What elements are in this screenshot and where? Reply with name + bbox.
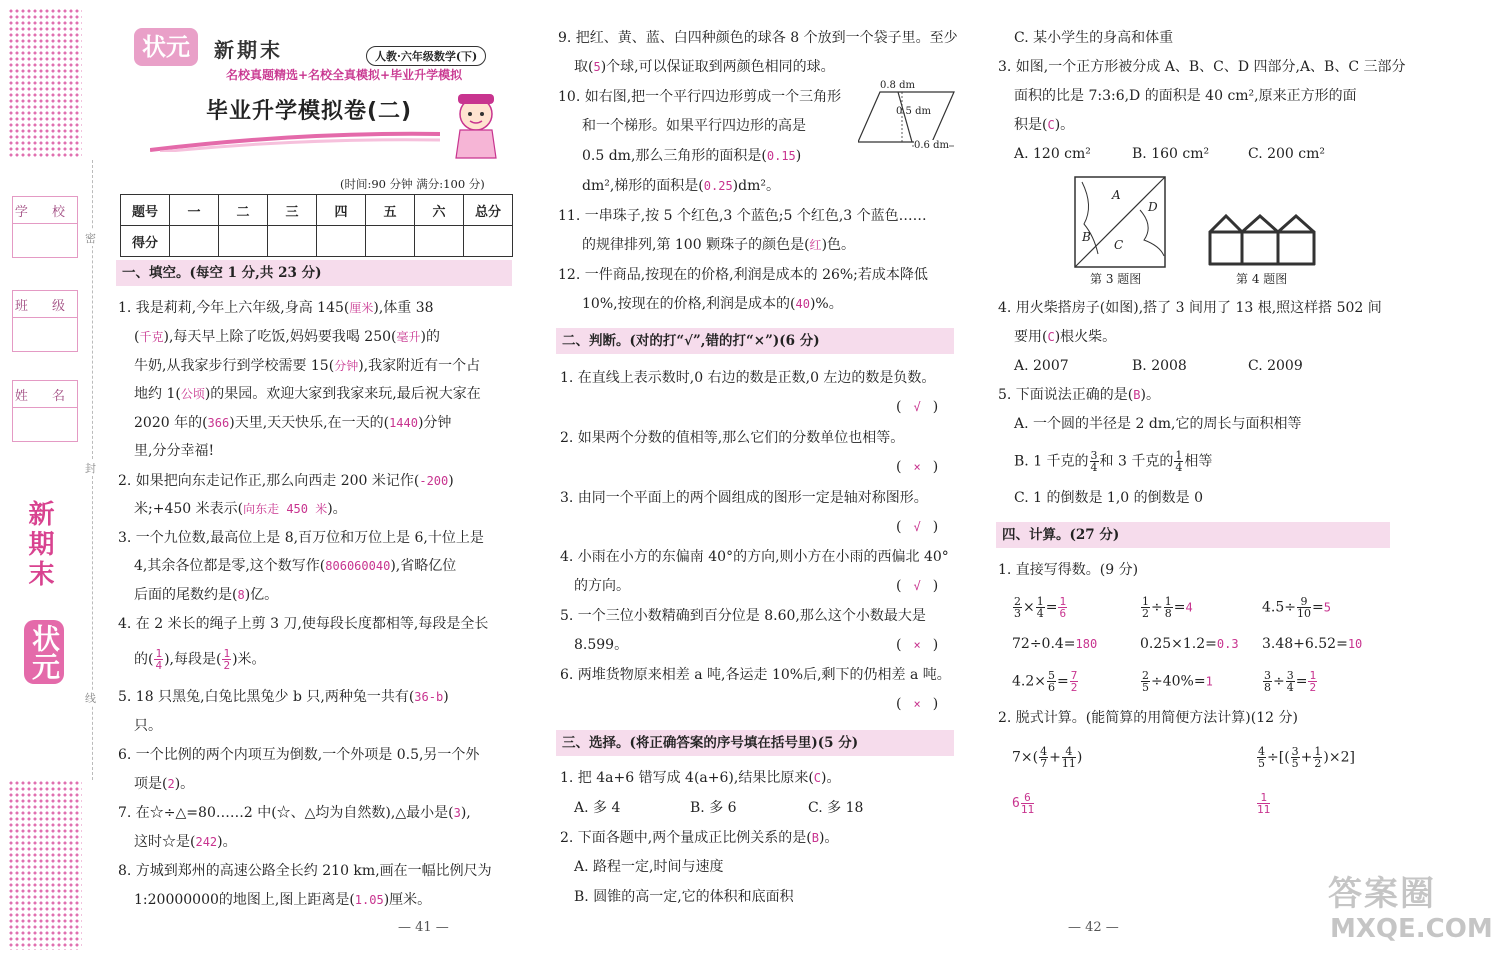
choice5-line1: 5. 下面说法正确的是(B)。 — [998, 387, 1160, 403]
region-d: D — [1148, 200, 1158, 214]
fig4-caption: 第 4 题图 — [1236, 272, 1288, 286]
time-info: (时间:90 分钟 满分:100 分) — [340, 177, 485, 191]
fig3-caption: 第 3 题图 — [1090, 272, 1142, 286]
choice4-line1: 4. 用火柴搭房子(如图),搭了 3 间用了 13 根,照这样搭 502 间 — [998, 300, 1382, 316]
q7-line2: 这时☆是(242)。 — [134, 834, 237, 850]
edition-badge: 人教·六年级数学(下) — [366, 46, 486, 66]
calc-b: $\frac{1}{2}$ ÷ $\frac{1}{8}$ =4 — [1142, 595, 1193, 620]
q4-line2: 的( $\frac{1}{4}$ ),每段是( $\frac{1}{2}$ )米。 — [134, 647, 266, 672]
calc-e: 0.25×1.2=0.3 — [1140, 636, 1239, 652]
q6-line1: 6. 一个比例的两个内项互为倒数,一个外项是 0.5,另一个外 — [118, 747, 480, 763]
seal-mark-2: 封 — [85, 462, 96, 475]
calc-d: 72÷0.4=180 — [1012, 636, 1098, 652]
expr-2-answer: $\frac{1}{11}$ — [1257, 791, 1271, 816]
score-cell[interactable] — [170, 226, 219, 257]
q10-line1: 10. 如右图,把一个平行四边形剪成一个三角形 — [558, 89, 842, 105]
judge-3: 3. 由同一个平面上的两个圆组成的图形一定是轴对称图形。 — [560, 490, 928, 506]
section2-title: 二、判断。(对的打“√”,错的打“×”)(6 分) — [556, 328, 954, 354]
choice5-opt-b: B. 1 千克的 $\frac{3}{4}$ 和 3 千克的 $\frac{1}{4}$ 相等 — [1014, 449, 1213, 474]
expr-2: $\frac{4}{5}$ ÷[( $\frac{3}{5}$ + $\frac{1}{2}$ )×2] — [1258, 745, 1355, 770]
region-c: C — [1114, 238, 1124, 252]
name-label: 姓 名 — [14, 389, 76, 404]
choice5-opt-c: C. 1 的倒数是 1,0 的倒数是 0 — [1014, 490, 1203, 506]
judge-1: 1. 在直线上表示数时,0 右边的数是正数,0 左边的数是负数。 — [560, 370, 936, 386]
judge-4-cont: 的方向。 — [574, 578, 630, 594]
section4-title: 四、计算。(27 分) — [996, 522, 1390, 548]
choice4-opt-a: A. 2007 — [1014, 358, 1069, 374]
q3-line2: 4,其余各位都是零,这个数写作(806060040),省略亿位 — [134, 558, 457, 574]
score-cell[interactable] — [464, 226, 513, 257]
choice1-opt-a: A. 多 4 — [574, 800, 621, 816]
q10-line2: 和一个梯形。如果平行四边形的高是 — [582, 118, 806, 134]
region-a: A — [1112, 188, 1121, 202]
score-table — [120, 194, 513, 257]
q3-line3: 后面的尾数约是(8)亿。 — [134, 587, 279, 603]
q1-line5: 2020 年的(366)天里,天天快乐,在一天的(1440)分钟 — [134, 415, 452, 431]
judge-1-answer: ( √ ) — [896, 399, 939, 415]
region-b: B — [1082, 230, 1091, 244]
calc-c: 4.5÷ $\frac{9}{10}$ =5 — [1262, 595, 1331, 620]
judge-2: 2. 如果两个分数的值相等,那么它们的分数单位也相等。 — [560, 430, 905, 446]
choice1-line: 1. 把 4a+6 错写成 4(a+6),结果比原来(C)。 — [560, 770, 841, 786]
judge-4: 4. 小雨在小方的东偏南 40°的方向,则小方在小雨的西偏北 40° — [560, 549, 949, 565]
choice4-opt-b: B. 2008 — [1132, 358, 1187, 374]
school-box[interactable] — [12, 196, 78, 258]
vertical-brand: 新期末 — [24, 500, 54, 590]
q1-line2: (千克),每天早上除了吃饭,妈妈要我喝 250(毫升)的 — [134, 329, 440, 345]
calc-sub2: 2. 脱式计算。(能简算的用简便方法计算)(12 分) — [998, 710, 1298, 726]
score-cell[interactable] — [219, 226, 268, 257]
q8-line2: 1:20000000的地图上,图上距离是(1.05)厘米。 — [134, 892, 432, 908]
mascot-icon — [446, 90, 506, 160]
page-number-left: — 41 — — [398, 920, 449, 935]
score-h1: 一 — [170, 195, 219, 226]
score-cell[interactable] — [268, 226, 317, 257]
score-h5: 五 — [366, 195, 415, 226]
q2-line2: 米;+450 米表示(向东走 450 米)。 — [134, 501, 347, 517]
choice1-opt-c: C. 多 18 — [808, 800, 864, 816]
score-row-label: 得分 — [121, 226, 170, 257]
choice1-opt-b: B. 多 6 — [690, 800, 737, 816]
calc-sub1: 1. 直接写得数。(9 分) — [998, 562, 1139, 578]
seal-mark-1: 密 — [85, 232, 96, 245]
score-h2: 二 — [219, 195, 268, 226]
score-header-row — [121, 195, 513, 226]
q11-line1: 11. 一串珠子,按 5 个红色,3 个蓝色;5 个红色,3 个蓝色…… — [558, 208, 927, 224]
q1-line6: 里,分分幸福! — [134, 443, 215, 459]
q1-line3: 牛奶,从我家步行到学校需要 15(分钟),我家附近有一个占 — [134, 358, 481, 374]
school-label: 学 校 — [14, 205, 76, 220]
choice3-opt-c: C. 200 cm² — [1248, 146, 1326, 162]
class-box[interactable] — [12, 290, 78, 352]
q2-line1: 2. 如果把向东走记作正,那么向西走 200 米记作(-200) — [118, 473, 454, 489]
q4-line1: 4. 在 2 米长的绳子上剪 3 刀,使每段长度都相等,每段是全长 — [118, 616, 489, 632]
score-row — [121, 226, 513, 257]
score-h6: 六 — [415, 195, 464, 226]
score-cell[interactable] — [366, 226, 415, 257]
choice5-opt-a: A. 一个圆的半径是 2 dm,它的周长与面积相等 — [1014, 416, 1302, 432]
calc-a: $\frac{2}{3}$ × $\frac{1}{4}$ = $\frac{1}{6}$ — [1014, 595, 1067, 620]
q1-line1: 1. 我是莉莉,今年上六年级,身高 145(厘米),体重 38 — [118, 300, 434, 316]
choice4-line2: 要用(C)根火柴。 — [1014, 329, 1117, 345]
series-title: 新期末 — [214, 38, 283, 62]
score-h0: 题号 — [121, 195, 170, 226]
left-dots-top — [8, 8, 82, 158]
score-cell[interactable] — [415, 226, 464, 257]
calc-i: $\frac{3}{8}$ ÷ $\frac{3}{4}$ = $\frac{1}{2}$ — [1264, 669, 1317, 694]
q6-line2: 项是(2)。 — [134, 776, 195, 792]
left-dots-bottom — [8, 780, 82, 950]
score-cell[interactable] — [317, 226, 366, 257]
page-number-right: — 42 — — [1068, 920, 1119, 935]
fig-top-label: 0.8 dm — [880, 80, 915, 91]
q9-line1: 9. 把红、黄、蓝、白四种颜色的球各 8 个放到一个袋子里。至少 — [558, 30, 958, 46]
score-h4: 四 — [317, 195, 366, 226]
calc-g: 4.2× $\frac{5}{6}$ = $\frac{7}{2}$ — [1012, 669, 1078, 694]
square-figure — [1074, 176, 1166, 268]
fig-bottom-label: 0.6 dm — [914, 140, 949, 151]
watermark-logo: 答案圈 — [1328, 874, 1436, 914]
judge-2-answer: ( × ) — [896, 459, 939, 475]
choice2-opt-b: B. 圆锥的高一定,它的体积和底面积 — [574, 889, 794, 905]
seal-mark-3: 线 — [85, 692, 96, 705]
calc-f: 3.48+6.52=10 — [1262, 636, 1363, 652]
q5-line1: 5. 18 只黑兔,白兔比黑兔少 b 只,两种兔一共有(36-b) — [118, 689, 449, 705]
choice2-opt-a: A. 路程一定,时间与速度 — [574, 859, 724, 875]
choice3-opt-a: A. 120 cm² — [1014, 146, 1091, 162]
q8-line1: 8. 方城到郑州的高速公路全长约 210 km,画在一幅比例尺为 — [118, 863, 492, 879]
score-h7: 总分 — [464, 195, 513, 226]
watermark-url: MXQE.COM — [1330, 914, 1493, 944]
q9-line2: 取(5)个球,可以保证取到两颜色相同的球。 — [574, 59, 835, 75]
judge-4-answer: ( √ ) — [896, 578, 939, 594]
judge-3-answer: ( √ ) — [896, 519, 939, 535]
expr-1: 7×( $\frac{4}{7}$ + $\frac{4}{11}$ ) — [1012, 745, 1083, 770]
expr-1-answer: 6 $\frac{6}{11}$ — [1012, 791, 1035, 816]
choice4-opt-c: C. 2009 — [1248, 358, 1303, 374]
name-box[interactable] — [12, 380, 78, 442]
vertical-logo: 状元 — [24, 620, 64, 684]
choice2-opt-c: C. 某小学生的身高和体重 — [1014, 30, 1174, 46]
matchstick-houses — [1206, 210, 1318, 266]
brand-logo: 状元 — [134, 28, 198, 66]
q7-line1: 7. 在☆÷△=80……2 中(☆、△均为自然数),△最小是(3), — [118, 805, 471, 821]
q5-line2: 只。 — [134, 718, 162, 734]
parallelogram-figure — [858, 80, 958, 156]
judge-5-answer: ( × ) — [896, 637, 939, 653]
subtitle: 名校真题精选+名校全真模拟+毕业升学模拟 — [226, 68, 463, 82]
q3-line1: 3. 一个九位数,最高位上是 8,百万位和万位上是 6,十位上是 — [118, 530, 484, 546]
q10-line4: dm²,梯形的面积是(0.25)dm²。 — [582, 178, 780, 194]
header-swoosh — [150, 128, 440, 152]
q11-line2: 的规律排列,第 100 颗珠子的颜色是(红)色。 — [582, 237, 856, 253]
q12-line1: 12. 一件商品,按现在的价格,利润是成本的 26%;若成本降低 — [558, 267, 928, 283]
judge-5: 5. 一个三位小数精确到百分位是 8.60,那么这个小数最大是 — [560, 608, 926, 624]
score-h3: 三 — [268, 195, 317, 226]
section1-title: 一、填空。(每空 1 分,共 23 分) — [116, 260, 512, 286]
q10-line3: 0.5 dm,那么三角形的面积是(0.15) — [582, 148, 802, 164]
choice3-line2: 面积的比是 7:3:6,D 的面积是 40 cm²,原来正方形的面 — [1014, 88, 1357, 104]
fig-height-label: 0.5 dm — [896, 106, 931, 117]
judge-6-answer: ( × ) — [896, 696, 939, 712]
choice3-line3: 积是(C)。 — [1014, 117, 1075, 133]
choice3-line1: 3. 如图,一个正方形被分成 A、B、C、D 四部分,A、B、C 三部分 — [998, 59, 1406, 75]
class-label: 班 级 — [14, 299, 76, 314]
judge-6: 6. 两堆货物原来相差 a 吨,各运走 10%后,剩下的仍相差 a 吨。 — [560, 667, 951, 683]
judge-5-cont: 8.599。 — [574, 637, 629, 653]
choice2-line: 2. 下面各题中,两个量成正比例关系的是(B)。 — [560, 830, 839, 846]
section3-title: 三、选择。(将正确答案的序号填在括号里)(5 分) — [556, 730, 954, 756]
page-title: 毕业升学模拟卷(二) — [206, 99, 413, 124]
q12-line2: 10%,按现在的价格,利润是成本的(40)%。 — [582, 296, 843, 312]
choice3-opt-b: B. 160 cm² — [1132, 146, 1210, 162]
q1-line4: 地约 1(公顷)的果园。欢迎大家到我家来玩,最后祝大家在 — [134, 386, 481, 402]
calc-h: $\frac{2}{5}$ ÷40%=1 — [1142, 669, 1213, 694]
